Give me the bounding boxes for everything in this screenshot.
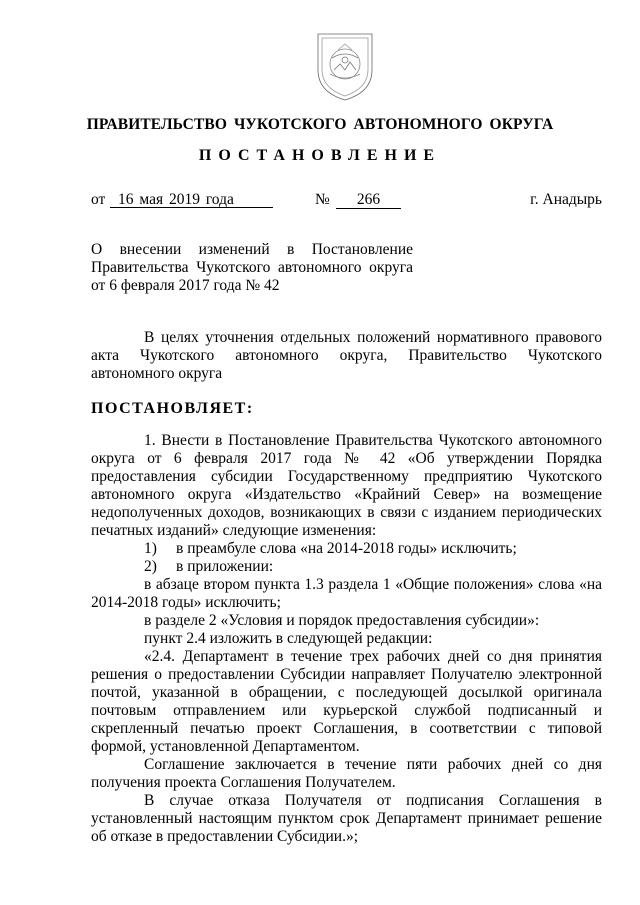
subitem-number: 1): [144, 540, 157, 557]
subitem-2: [91, 558, 602, 576]
paragraph-2-4: «2.4. Департамент в течение трех рабочих дней со дня принятия решения о предоставлении Субсидии направляет Получателю электронной почтой, указанной в обращении, с последующей досылкой оригинала почтовым отправлением или курьерской службой подписанный и скрепленный печатью проект Соглашения, в соответствии с типовой формой, установленной Департаментом.: [91, 648, 602, 755]
paragraph-otkaz: В случае отказа Получателя от подписания Соглашения в установленный настоящим пунктом срок Департамент принимает решение об отказе в предоставлении Субсидии.»;: [91, 792, 602, 845]
paragraph-abzac: в абзаце втором пункта 1.3 раздела 1 «Общие положения» слова «на 2014-2018 годы» исключить;: [91, 576, 602, 611]
subitem-text: в приложении:: [176, 558, 274, 575]
document-number: 266: [336, 191, 401, 209]
paragraph-punkt: пункт 2.4 изложить в следующей редакции:: [144, 630, 433, 647]
preamble-text: В целях уточнения отдельных положений нормативного правового акта Чукотского автономного округа, Правительство Чукотского автономного округа: [91, 329, 602, 382]
document-type-title: ПОСТАНОВЛЕНИЕ: [198, 147, 442, 164]
resolves-heading: ПОСТАНОВЛЯЕТ:: [91, 400, 254, 417]
subject-line: от 6 февраля 2017 года № 42: [91, 277, 280, 294]
document-subject: [91, 241, 413, 295]
subitem-text: в преамбуле слова «на 2014-2018 годы» исключить;: [176, 540, 517, 557]
document-body: [91, 432, 602, 846]
date-prefix: от: [91, 191, 106, 208]
government-title: ПРАВИТЕЛЬСТВО ЧУКОТСКОГО АВТОНОМНОГО ОКРУГА: [86, 116, 554, 133]
subitem-1: [91, 540, 602, 558]
coat-of-arms-emblem: [312, 30, 378, 102]
paragraph-soglashenie: Соглашение заключается в течение пяти рабочих дней со дня получения проекта Соглашения Получателем.: [91, 756, 602, 791]
document-meta-line: [91, 191, 602, 211]
subitem-number: 2): [144, 558, 157, 575]
item-1-paragraph: 1. Внести в Постановление Правительства Чукотского автономного округа от 6 февраля 2017 года № 42 «Об утверждении Порядка предоставления субсидии Государственному предприятию Чукотского автономного округа «Издательство «Крайний Север» на возмещение недополученных доходов, возникающих в связи с изданием периодических печатных изданий» следующие изменения:: [91, 432, 602, 539]
number-prefix: №: [315, 191, 330, 208]
preamble-paragraph: [91, 329, 602, 383]
document-city: г. Анадырь: [530, 191, 602, 208]
subject-line: Правительства Чукотского автономного округа: [91, 259, 413, 276]
document-date: 16 мая 2019 года: [110, 191, 273, 208]
subject-line: О внесении изменений в Постановление: [91, 241, 413, 258]
paragraph-razdel: в разделе 2 «Условия и порядок предоставления субсидии»:: [144, 612, 540, 629]
